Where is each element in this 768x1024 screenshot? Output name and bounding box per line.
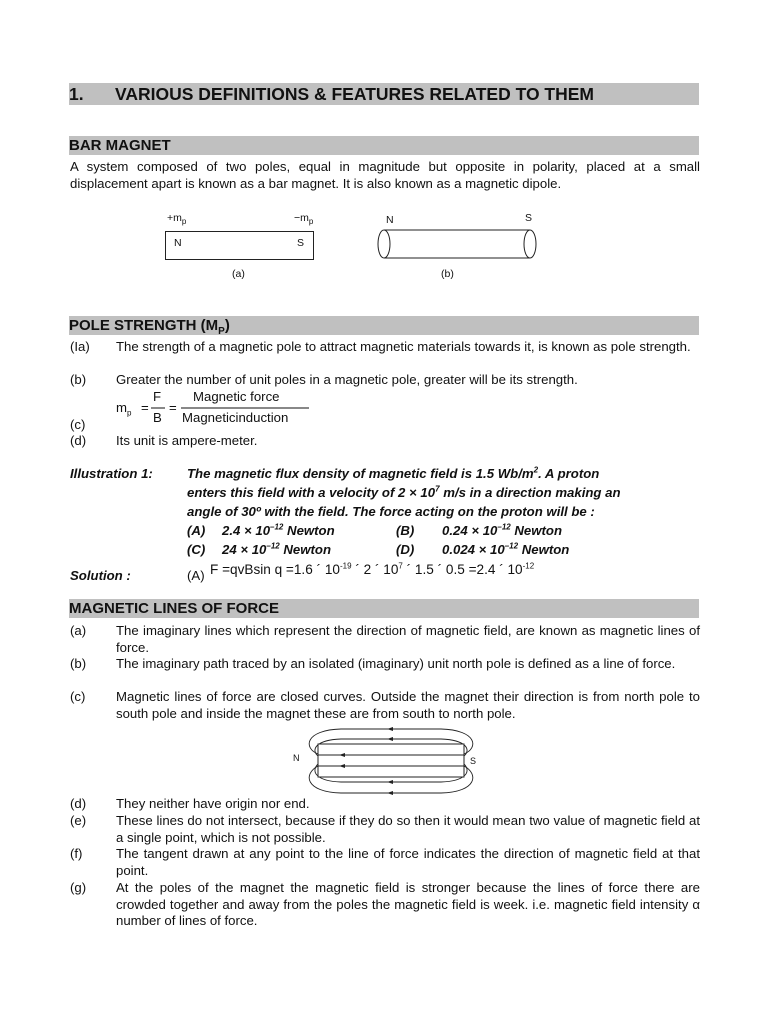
lof-item-d: They neither have origin nor end. [116, 796, 310, 811]
formula-eq-1: = [141, 400, 149, 415]
option-d-text: $0.024 \times 10^{-12}$ Newton [442, 541, 570, 557]
figure-a-south-label: S [297, 237, 305, 249]
pole-strength-item-b: Greater the number of unit poles in a magnetic pole, greater will be its strength. [116, 372, 578, 387]
field-lines-figure [301, 724, 481, 798]
figure-b-north-label: N [386, 214, 394, 226]
option-a-text: $2.4 \times 10^{-12}$ Newton [222, 522, 335, 538]
pole-strength-label-c: (c) [70, 417, 86, 432]
option-c-text: $24 \times 10^{-12}$ Newton [222, 541, 332, 557]
illustration-line-3: angle of 30º with the field. The force acting on the proton will be : [187, 504, 595, 519]
pole-strength-label-b: (b) [70, 372, 87, 387]
formula-eq-2: = [169, 400, 177, 415]
figure-a-caption: (a) [232, 268, 245, 280]
heading-number: 1. [69, 84, 84, 104]
option-b-label: (B) [396, 523, 415, 538]
pole-strength-item-ia: The strength of a magnetic pole to attract magnetic materials towards it, is known as pole strength. [116, 339, 691, 354]
illustration-line-1: The magnetic flux density of magnetic field is 1.5 $Wb/m^2$. A proton [187, 465, 600, 481]
figure-b-south-label: S [525, 212, 533, 224]
solution-formula: F =qvBsin q =1.6 ´ $10^{-19}$ ´ 2 ´ $10^7$ ´ 1.5 ´ 0.5 =2.4 ´ $10^{-12}$ [210, 561, 535, 577]
main-heading [69, 83, 699, 105]
lof-item-e: These lines do not intersect, because if they do so then it would mean two value of magnetic field at a single point, which is not possible. [116, 813, 700, 845]
section-bar-magnet-heading: BAR MAGNET [69, 136, 699, 155]
figure-a-minus-pole: $-m_p$ [294, 212, 314, 227]
solution-option: (A) [187, 568, 205, 583]
lof-label-e: (e) [70, 813, 87, 828]
illustration-line-2: enters this field with a velocity of $2 \times 10^7$ m/s in a direction making an [187, 484, 621, 500]
option-a-label: (A) [187, 523, 206, 538]
bar-magnet-description: A system composed of two poles, equal in magnitude but opposite in polarity, placed at a small displacement apart is known as a bar magnet. It is also known as a magnetic dipole. [70, 159, 700, 191]
lof-item-g: At the poles of the magnet the magnetic field is stronger because the lines of force there are crowded together and away from the poles the magnetic field is week. i.e. magnetic field intensity α number of lines of force. [116, 880, 700, 929]
option-d-label: (D) [396, 542, 415, 557]
lof-label-c: (c) [70, 689, 86, 704]
lof-label-b: (b) [70, 656, 87, 671]
illustration-label: Illustration 1: [70, 466, 153, 481]
formula-b: B [153, 410, 162, 425]
figure-b-caption: (b) [441, 268, 454, 280]
pole-strength-label-ia: (Ia) [70, 339, 90, 354]
field-figure-south-label: S [470, 756, 477, 766]
lof-item-a: The imaginary lines which represent the direction of magnetic field, are known as magnetic lines of force. [116, 623, 700, 655]
figure-a-bar-magnet [165, 231, 315, 261]
formula-f: F [153, 389, 162, 404]
field-figure-north-label: N [293, 753, 300, 763]
lof-item-c: Magnetic lines of force are closed curves. Outside the magnet their direction is from north pole to south pole and inside the magnet these are from south to north pole. [116, 689, 700, 721]
figure-b-cylinder-magnet [377, 228, 547, 262]
formula-denominator: Magneticinduction [182, 410, 289, 425]
pole-strength-label-d: (d) [70, 433, 87, 448]
solution-label: Solution : [70, 568, 131, 583]
lof-item-b: The imaginary path traced by an isolated (imaginary) unit north pole is defined as a line of force. [116, 656, 676, 671]
option-b-text: $0.24 \times 10^{-12}$ Newton [442, 522, 563, 538]
formula-numerator: Magnetic force [193, 389, 280, 404]
section-pole-strength-heading: POLE STRENGTH $(M_P)$ [69, 316, 699, 335]
formula-fraction-bar-1 [151, 407, 165, 409]
lof-label-a: (a) [70, 623, 87, 638]
lof-label-f: (f) [70, 846, 83, 861]
lof-item-f: The tangent drawn at any point to the line of force indicates the direction of magnetic field at that point. [116, 846, 700, 878]
figure-a-plus-pole: $+m_p$ [167, 212, 187, 227]
figure-a-north-label: N [174, 237, 182, 249]
section-lines-of-force-heading: MAGNETIC LINES OF FORCE [69, 599, 699, 618]
formula-fraction-bar-2 [181, 407, 309, 409]
heading-title: VARIOUS DEFINITIONS & FEATURES RELATED TO THEM [115, 84, 594, 104]
lof-label-g: (g) [70, 880, 87, 895]
lof-label-d: (d) [70, 796, 87, 811]
formula-lhs: $m_p$ [116, 400, 132, 418]
option-c-label: (C) [187, 542, 206, 557]
pole-strength-item-d: Its unit is ampere-meter. [116, 433, 258, 448]
